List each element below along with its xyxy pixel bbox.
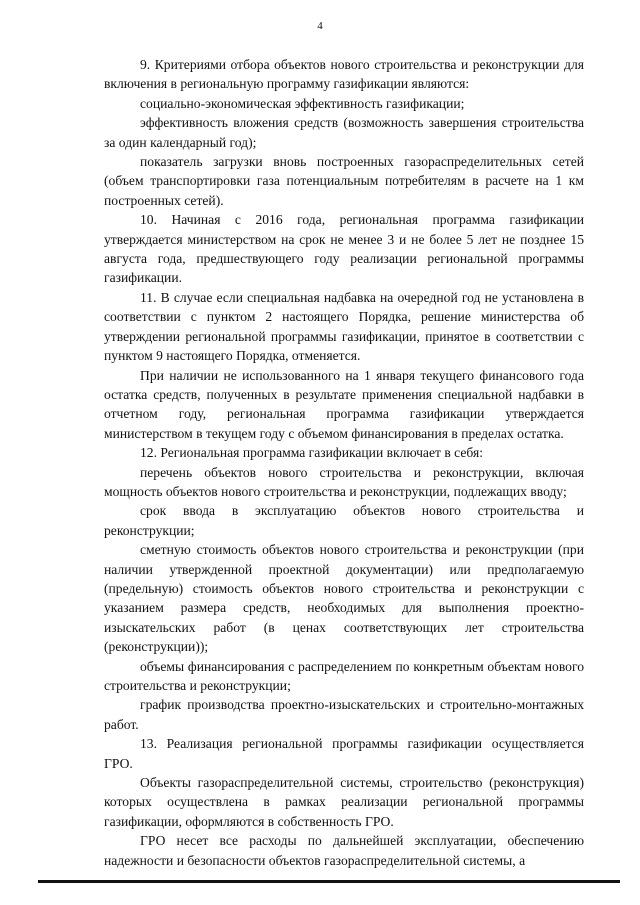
bottom-rule <box>38 880 620 883</box>
paragraph: срок ввода в эксплуатацию объектов нового строительства и реконструкции; <box>104 503 584 538</box>
paragraph: ГРО несет все расходы по дальнейшей эксплуатации, обеспечению надежности и безопасности объектов газораспределительной системы, а <box>104 833 584 868</box>
paragraph: сметную стоимость объектов нового строительства и реконструкции (при наличии утвержденной проектной документации) или предполагаемую (предельную) стоимость объектов нового строительства и реконструкции с указанием размера средств, необходимых для выполнения проектно-изыскательских работ (в ценах соответствующих лет строительства (реконструкции)); <box>104 542 584 655</box>
paragraph: Объекты газораспределительной системы, строительство (реконструкция) которых осуществлена в рамках реализации региональной программы газификации, оформляются в собственность ГРО. <box>104 775 584 829</box>
paragraph: 12. Региональная программа газификации включает в себя: <box>140 445 483 461</box>
paragraph: перечень объектов нового строительства и реконструкции, включая мощность объектов нового строительства и реконструкции, подлежащих вводу; <box>104 464 584 499</box>
paragraph: объемы финансирования с распределением по конкретным объектам нового строительства и реконструкции; <box>104 658 584 693</box>
paragraph: 13. Реализация региональной программы газификации осуществляется ГРО. <box>104 736 584 771</box>
paragraph: При наличии не использованного на 1 января текущего финансового года остатка средств, полученных в результате применения специальной надбавки в отчетном году, региональная программа газификации утверждается министерством в текущем году с объемом финансирования в пределах остатка. <box>104 367 584 441</box>
paragraph: 10. Начиная с 2016 года, региональная программа газификации утверждается министерством на срок не менее 3 и не более 5 лет не позднее 15 августа года, предшествующего году реализации региональной программы газификации. <box>104 212 584 286</box>
document-body <box>104 55 584 870</box>
paragraph: показатель загрузки вновь построенных газораспределительных сетей (объем транспортировки газа потенциальным потребителям в расчете на 1 км построенных сетей). <box>104 154 584 208</box>
page-number: 4 <box>317 20 323 32</box>
paragraph: эффективность вложения средств (возможность завершения строительства за один календарный год); <box>104 115 584 150</box>
paragraph: социально-экономическая эффективность газификации; <box>140 95 465 111</box>
paragraph: 11. В случае если специальная надбавка на очередной год не установлена в соответствии с пунктом 2 настоящего Порядка, решение министерства об утверждении региональной программы газификации, принятое в соответствии с пунктом 9 настоящего Порядка, отменяется. <box>104 289 584 364</box>
paragraph: график производства проектно-изыскательских и строительно-монтажных работ. <box>104 697 584 732</box>
paragraph: 9. Критериями отбора объектов нового строительства и реконструкции для включения в региональную программу газификации являются: <box>104 57 584 92</box>
